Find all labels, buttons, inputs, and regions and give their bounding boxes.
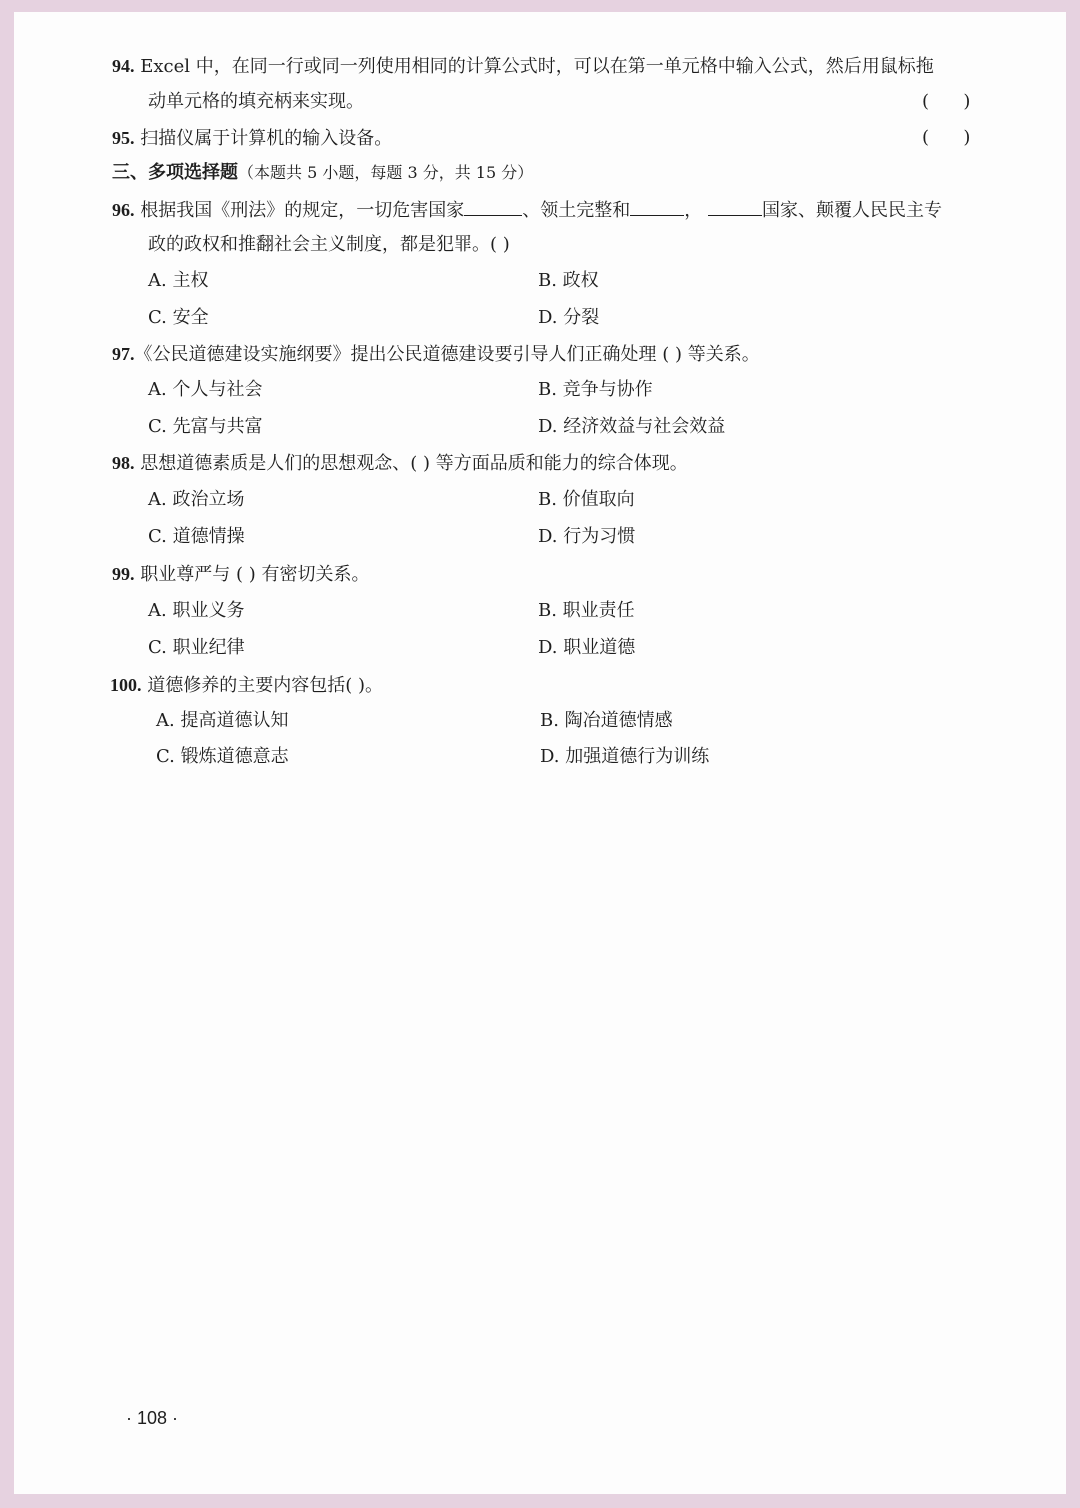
option-a: A. 提高道德认知	[156, 710, 289, 731]
option-c: C. 锻炼道德意志	[156, 746, 289, 767]
page-number: · 108 ·	[126, 1408, 179, 1428]
question-95	[112, 126, 392, 151]
option-c: C. 道德情操	[148, 526, 245, 547]
question-text: 扫描仪属于计算机的输入设备。	[140, 128, 393, 149]
question-97	[112, 342, 760, 367]
question-94-line2: 动单元格的填充柄来实现。	[148, 91, 364, 112]
section-heading	[112, 161, 533, 185]
question-text: 《公民道德建设实施纲要》提出公民道德建设要引导人们正确处理 ( ) 等关系。	[134, 344, 760, 365]
option-a: A. 政治立场	[148, 489, 245, 510]
question-text: 、领土完整和	[522, 200, 631, 221]
option-b: B. 竞争与协作	[538, 379, 653, 400]
option-b: B. 价值取向	[538, 489, 635, 510]
fill-blank	[464, 197, 522, 216]
option-c: C. 安全	[148, 307, 209, 328]
option-d: D. 加强道德行为训练	[540, 746, 710, 767]
question-text: 思想道德素质是人们的思想观念、( ) 等方面品质和能力的综合体现。	[140, 453, 688, 474]
option-d: D. 分裂	[538, 307, 600, 328]
question-number: 99.	[112, 564, 135, 584]
fill-blank	[708, 197, 762, 216]
answer-paren: ( )	[922, 127, 971, 148]
option-c: C. 先富与共富	[148, 416, 263, 437]
question-number: 94.	[112, 56, 135, 76]
question-text: 道德修养的主要内容包括( )。	[147, 675, 383, 696]
fill-blank	[630, 197, 684, 216]
question-number: 96.	[112, 200, 135, 220]
option-d: D. 行为习惯	[538, 526, 636, 547]
question-96-line2: 政的政权和推翻社会主义制度，都是犯罪。( )	[148, 234, 510, 255]
section-title: 三、多项选择题	[112, 162, 238, 183]
question-number: 95.	[112, 128, 135, 148]
option-b: B. 政权	[538, 270, 599, 291]
question-number: 98.	[112, 453, 135, 473]
question-100	[110, 673, 383, 698]
section-note: （本题共 5 小题，每题 3 分，共 15 分）	[238, 163, 534, 182]
option-a: A. 个人与社会	[148, 379, 263, 400]
option-a: A. 职业义务	[148, 600, 245, 621]
option-d: D. 经济效益与社会效益	[538, 416, 726, 437]
question-number: 97.	[112, 344, 135, 364]
option-b: B. 陶冶道德情感	[540, 710, 673, 731]
option-a: A. 主权	[148, 270, 209, 291]
answer-paren: ( )	[922, 91, 971, 112]
question-96-line1	[112, 197, 942, 223]
question-text: ，	[684, 200, 703, 221]
question-text: 职业尊严与 ( ) 有密切关系。	[140, 564, 370, 585]
question-text: 国家、颠覆人民民主专	[761, 200, 942, 221]
option-b: B. 职业责任	[538, 600, 635, 621]
option-d: D. 职业道德	[538, 637, 636, 658]
option-c: C. 职业纪律	[148, 637, 245, 658]
question-94-line1	[112, 54, 934, 79]
question-99	[112, 562, 369, 587]
question-number: 100.	[110, 675, 142, 695]
question-98	[112, 451, 688, 476]
question-text: 根据我国《刑法》的规定，一切危害国家	[140, 200, 465, 221]
question-text: Excel 中，在同一行或同一列使用相同的计算公式时，可以在第一单元格中输入公式，然后用鼠标拖	[140, 56, 934, 77]
